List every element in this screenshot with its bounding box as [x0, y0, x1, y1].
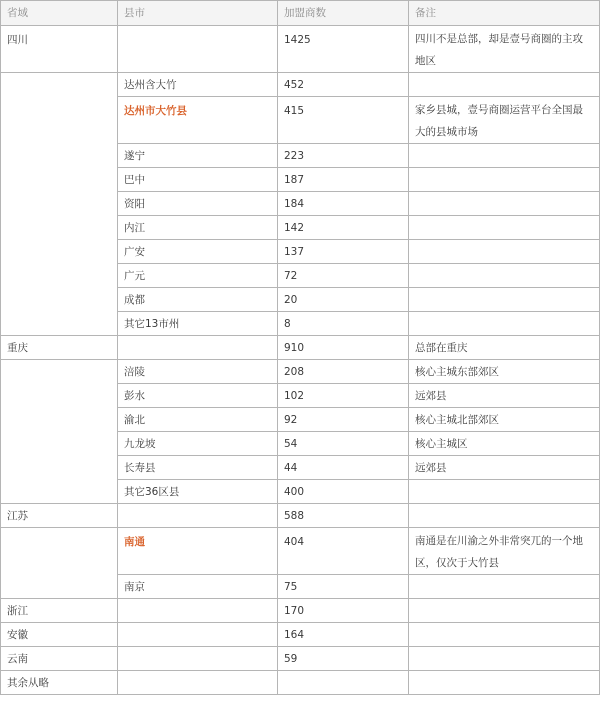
count-cell: 102	[278, 384, 409, 408]
count-cell: 142	[278, 216, 409, 240]
note-cell: 总部在重庆	[409, 336, 600, 360]
city-cell: 广元	[118, 264, 278, 288]
city-cell-highlight: 达州市大竹县	[118, 97, 278, 144]
city-cell-highlight: 南通	[118, 528, 278, 575]
province-cell: 安徽	[1, 623, 118, 647]
note-cell	[409, 480, 600, 504]
table-row	[1, 336, 600, 360]
count-cell: 187	[278, 168, 409, 192]
count-cell: 59	[278, 647, 409, 671]
count-cell	[278, 671, 409, 695]
note-cell	[409, 144, 600, 168]
city-cell: 其它36区县	[118, 480, 278, 504]
note-cell	[409, 671, 600, 695]
count-cell: 170	[278, 599, 409, 623]
city-cell: 南京	[118, 575, 278, 599]
count-cell: 415	[278, 97, 409, 144]
count-cell: 1425	[278, 26, 409, 73]
count-cell: 164	[278, 623, 409, 647]
header-note: 备注	[409, 1, 600, 26]
header-count: 加盟商数	[278, 1, 409, 26]
count-cell: 400	[278, 480, 409, 504]
city-cell	[118, 647, 278, 671]
count-cell: 8	[278, 312, 409, 336]
note-cell: 核心主城北部郊区	[409, 408, 600, 432]
city-cell: 巴中	[118, 168, 278, 192]
table-row	[1, 599, 600, 623]
city-cell: 遂宁	[118, 144, 278, 168]
city-cell	[118, 623, 278, 647]
table-row	[1, 528, 600, 575]
city-cell: 九龙坡	[118, 432, 278, 456]
city-cell	[118, 26, 278, 73]
table-row	[1, 504, 600, 528]
note-cell: 四川不是总部，却是壹号商圈的主攻地区	[409, 26, 600, 73]
note-cell	[409, 168, 600, 192]
province-cell: 浙江	[1, 599, 118, 623]
city-cell	[118, 671, 278, 695]
city-cell: 彭水	[118, 384, 278, 408]
table-row	[1, 26, 600, 73]
count-cell: 208	[278, 360, 409, 384]
note-cell	[409, 504, 600, 528]
note-cell	[409, 647, 600, 671]
table-row	[1, 671, 600, 695]
city-cell: 成都	[118, 288, 278, 312]
header-province: 省域	[1, 1, 118, 26]
city-cell: 涪陵	[118, 360, 278, 384]
count-cell: 92	[278, 408, 409, 432]
count-cell: 588	[278, 504, 409, 528]
note-cell	[409, 599, 600, 623]
table-row	[1, 73, 600, 97]
city-cell	[118, 599, 278, 623]
province-cell: 其余从略	[1, 671, 118, 695]
city-cell	[118, 504, 278, 528]
count-cell: 75	[278, 575, 409, 599]
note-cell	[409, 73, 600, 97]
note-cell	[409, 216, 600, 240]
note-cell	[409, 192, 600, 216]
province-cell: 云南	[1, 647, 118, 671]
count-cell: 223	[278, 144, 409, 168]
note-cell	[409, 264, 600, 288]
note-cell	[409, 575, 600, 599]
city-cell: 内江	[118, 216, 278, 240]
city-cell: 广安	[118, 240, 278, 264]
note-cell: 远郊县	[409, 384, 600, 408]
city-cell: 达州含大竹	[118, 73, 278, 97]
note-cell	[409, 240, 600, 264]
province-cell-empty	[1, 528, 118, 599]
note-cell	[409, 312, 600, 336]
count-cell: 44	[278, 456, 409, 480]
count-cell: 137	[278, 240, 409, 264]
count-cell: 452	[278, 73, 409, 97]
province-cell-empty	[1, 360, 118, 504]
count-cell: 184	[278, 192, 409, 216]
city-cell: 渝北	[118, 408, 278, 432]
count-cell: 910	[278, 336, 409, 360]
note-cell	[409, 623, 600, 647]
province-cell: 江苏	[1, 504, 118, 528]
count-cell: 20	[278, 288, 409, 312]
city-cell	[118, 336, 278, 360]
note-cell: 核心主城区	[409, 432, 600, 456]
count-cell: 72	[278, 264, 409, 288]
city-cell: 其它13市州	[118, 312, 278, 336]
table-row	[1, 623, 600, 647]
header-city: 县市	[118, 1, 278, 26]
province-cell: 四川	[1, 26, 118, 73]
count-cell: 404	[278, 528, 409, 575]
note-cell: 家乡县城，壹号商圈运营平台全国最大的县城市场	[409, 97, 600, 144]
table-header-row	[1, 1, 600, 26]
note-cell: 南通是在川渝之外非常突兀的一个地区，仅次于大竹县	[409, 528, 600, 575]
city-cell: 资阳	[118, 192, 278, 216]
note-cell	[409, 288, 600, 312]
count-cell: 54	[278, 432, 409, 456]
table-row	[1, 647, 600, 671]
province-cell-empty	[1, 73, 118, 336]
province-cell: 重庆	[1, 336, 118, 360]
note-cell: 核心主城东部郊区	[409, 360, 600, 384]
city-cell: 长寿县	[118, 456, 278, 480]
table-row	[1, 360, 600, 384]
note-cell: 远郊县	[409, 456, 600, 480]
